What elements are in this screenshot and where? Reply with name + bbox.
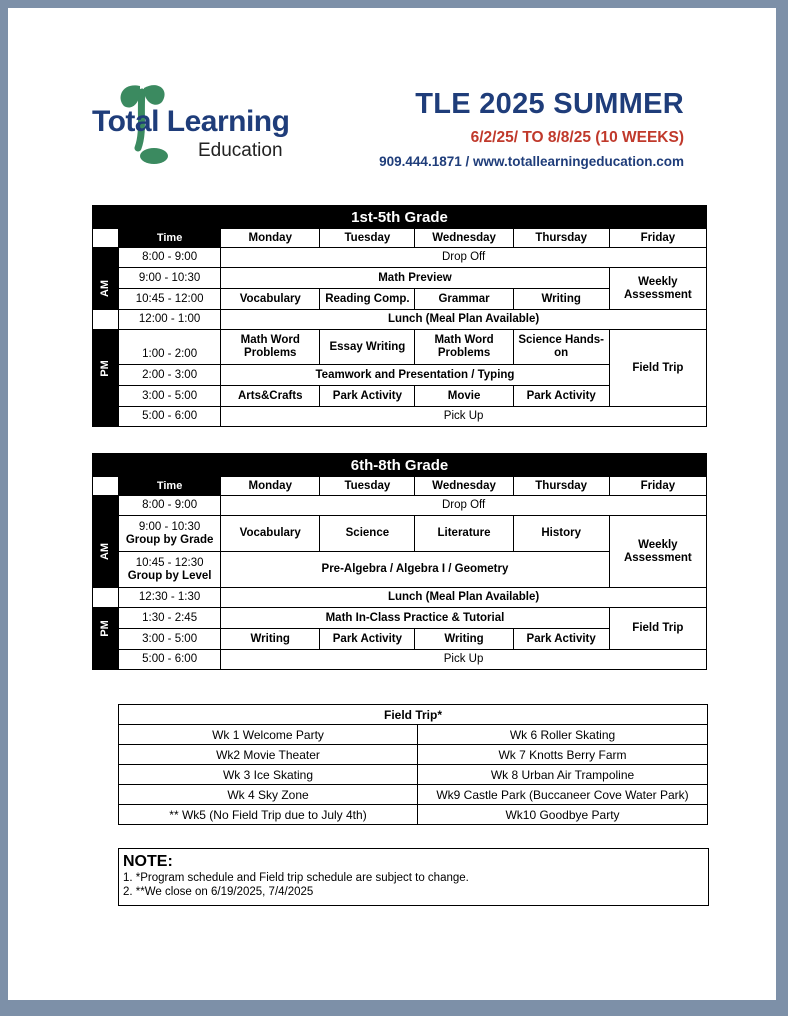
field-trip-item: Wk 8 Urban Air Trampoline [418,765,708,785]
activity-cell: Science [320,516,415,552]
field-trip-item: Wk 6 Roller Skating [418,725,708,745]
note-line: 2. **We close on 6/19/2025, 7/4/2025 [123,886,314,898]
field-trip-item: Wk 4 Sky Zone [119,785,418,805]
weekly-assessment-cell: Weekly Assessment [609,268,706,310]
day-header-tuesday: Tuesday [320,229,415,248]
field-trip-item: Wk 1 Welcome Party [119,725,418,745]
corner-cell [93,477,119,496]
day-header-tuesday: Tuesday [320,477,415,496]
time-cell: 8:00 - 9:00 [119,496,221,516]
group-label: Group by Grade [125,533,214,546]
schedule-table-1st-5th [92,205,707,427]
activity-cell: Drop Off [221,496,707,516]
activity-cell: Grammar [415,289,513,310]
lunch-spacer [93,588,119,608]
time-cell: 10:45 - 12:00 [119,289,221,310]
date-range: 6/2/25/ TO 8/8/25 (10 WEEKS) [470,129,684,146]
time-cell [119,552,221,588]
time-range: 10:45 - 12:30 [135,556,204,569]
lunch-spacer [93,310,119,330]
time-cell: 1:00 - 2:00 [119,330,221,365]
field-trip-item: Wk9 Castle Park (Buccaneer Cove Water Park) [418,785,708,805]
activity-cell: Vocabulary [221,289,320,310]
activity-cell: Math Word Problems [415,330,513,365]
field-trip-title: Field Trip* [119,705,708,725]
am-spacer [93,248,119,268]
time-cell: 3:00 - 5:00 [119,629,221,650]
pickup-cell: Pick Up [221,407,707,427]
time-cell: 3:00 - 5:00 [119,386,221,407]
field-trip-item: Wk 3 Ice Skating [119,765,418,785]
field-trip-item: ** Wk5 (No Field Trip due to July 4th) [119,805,418,825]
am-spacer [93,496,119,516]
pm-label: PM [93,330,119,407]
day-header-friday: Friday [609,229,706,248]
day-header-thursday: Thursday [513,477,609,496]
corner-cell [93,229,119,248]
time-range: 9:00 - 10:30 [138,520,201,533]
activity-cell: Pre-Algebra / Algebra I / Geometry [221,552,610,588]
field-trip-cell: Field Trip [609,608,706,650]
time-cell: 2:00 - 3:00 [119,365,221,386]
activity-cell: Math Preview [221,268,610,289]
contact-info: 909.444.1871 / www.totallearningeducation.com [379,154,684,169]
activity-cell: Drop Off [221,248,707,268]
activity-cell: Park Activity [513,629,609,650]
activity-cell: Park Activity [320,629,415,650]
time-cell: 5:00 - 6:00 [119,650,221,670]
activity-cell: Math In-Class Practice & Tutorial [221,608,610,629]
activity-cell: Park Activity [320,386,415,407]
group-label: Group by Level [127,569,212,582]
activity-cell: Writing [221,629,320,650]
activity-cell: Essay Writing [320,330,415,365]
page-title: TLE 2025 SUMMER [415,88,684,120]
grade-title: 6th-8th Grade [93,454,707,477]
field-trip-item: Wk 7 Knotts Berry Farm [418,745,708,765]
grade-title: 1st-5th Grade [93,206,707,229]
note-title: NOTE: [123,853,173,870]
activity-cell: Park Activity [513,386,609,407]
activity-cell: Math Word Problems [221,330,320,365]
time-header: Time [119,477,221,496]
day-header-thursday: Thursday [513,229,609,248]
activity-cell: Vocabulary [221,516,320,552]
field-trip-item: Wk2 Movie Theater [119,745,418,765]
company-logo [92,82,292,166]
pickup-cell: Pick Up [221,650,707,670]
time-cell: 8:00 - 9:00 [119,248,221,268]
pm-spacer [93,407,119,427]
day-header-monday: Monday [221,229,320,248]
time-cell: 12:00 - 1:00 [119,310,221,330]
activity-cell: History [513,516,609,552]
logo-subtitle: Education [198,140,283,161]
am-label: AM [93,516,119,588]
pm-spacer [93,650,119,670]
activity-cell: Reading Comp. [320,289,415,310]
day-header-monday: Monday [221,477,320,496]
day-header-friday: Friday [609,477,706,496]
activity-cell: Teamwork and Presentation / Typing [221,365,610,386]
activity-cell: Movie [415,386,513,407]
schedule-table-6th-8th [92,453,707,670]
weekly-assessment-cell: Weekly Assessment [609,516,706,588]
note-box [118,848,709,906]
time-cell: 9:00 - 10:30 [119,268,221,289]
note-line: 1. *Program schedule and Field trip schedule are subject to change. [123,872,469,884]
time-cell: 12:30 - 1:30 [119,588,221,608]
activity-cell: Literature [415,516,513,552]
activity-cell: Arts&Crafts [221,386,320,407]
activity-cell: Science Hands-on [513,330,609,365]
am-label: AM [93,268,119,310]
field-trip-item: Wk10 Goodbye Party [418,805,708,825]
time-cell [119,516,221,552]
pm-label: PM [93,608,119,650]
lunch-cell: Lunch (Meal Plan Available) [221,310,707,330]
activity-cell: Writing [415,629,513,650]
schedule-page [8,8,776,1000]
time-cell: 1:30 - 2:45 [119,608,221,629]
activity-cell: Writing [513,289,609,310]
lunch-cell: Lunch (Meal Plan Available) [221,588,707,608]
time-header: Time [119,229,221,248]
time-cell: 5:00 - 6:00 [119,407,221,427]
field-trip-table [118,704,708,825]
field-trip-cell: Field Trip [609,330,706,407]
day-header-wednesday: Wednesday [415,229,513,248]
day-header-wednesday: Wednesday [415,477,513,496]
logo-title: Total Learning [92,105,290,138]
